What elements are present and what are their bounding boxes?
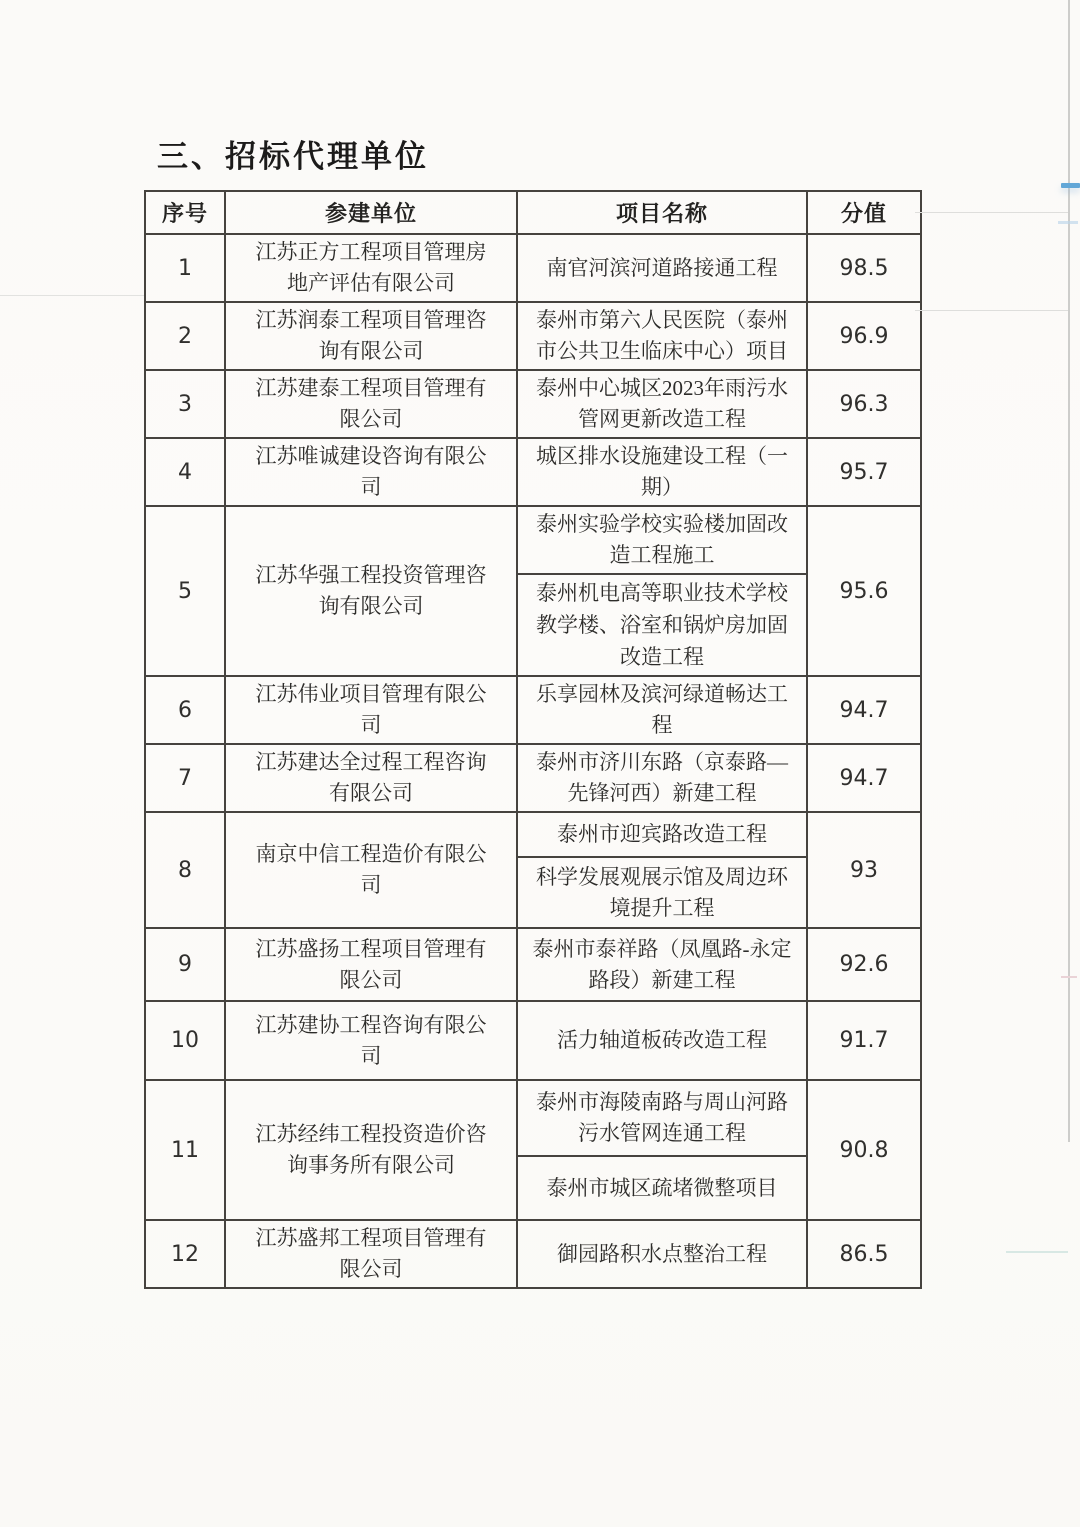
scan-edge-line	[1068, 0, 1070, 1142]
cell-project: 泰州中心城区2023年雨污水管网更新改造工程	[517, 370, 807, 438]
cell-serial: 12	[145, 1220, 225, 1288]
table-row	[145, 438, 921, 506]
cell-score: 92.6	[807, 928, 921, 1001]
scan-pink-mark	[1061, 976, 1077, 978]
table-row	[145, 676, 921, 744]
header-project: 项目名称	[517, 191, 807, 234]
scan-artifact-line	[915, 212, 1068, 213]
table-row	[145, 1220, 921, 1288]
cell-project: 泰州市城区疏堵微整项目	[517, 1156, 807, 1220]
cell-serial: 11	[145, 1080, 225, 1220]
cell-serial: 1	[145, 234, 225, 302]
table-row	[145, 506, 921, 574]
cell-unit: 江苏建协工程咨询有限公司	[225, 1001, 517, 1080]
cell-unit: 江苏伟业项目管理有限公司	[225, 676, 517, 744]
table-row	[145, 744, 921, 812]
cell-project: 活力轴道板砖改造工程	[517, 1001, 807, 1080]
cell-serial: 7	[145, 744, 225, 812]
cell-score: 91.7	[807, 1001, 921, 1080]
scan-artifact-line	[0, 295, 144, 296]
scan-teal-mark	[1006, 1251, 1068, 1253]
cell-project: 乐享园林及滨河绿道畅达工程	[517, 676, 807, 744]
table-header-row	[145, 191, 921, 234]
cell-serial: 8	[145, 812, 225, 928]
cell-project: 泰州市济川东路（京泰路—先锋河西）新建工程	[517, 744, 807, 812]
cell-project: 泰州实验学校实验楼加固改造工程施工	[517, 506, 807, 574]
cell-project: 泰州市海陵南路与周山河路污水管网连通工程	[517, 1080, 807, 1156]
agency-score-table	[144, 190, 922, 1289]
cell-serial: 6	[145, 676, 225, 744]
header-unit: 参建单位	[225, 191, 517, 234]
cell-serial: 3	[145, 370, 225, 438]
table-row	[145, 1080, 921, 1156]
cell-serial: 4	[145, 438, 225, 506]
cell-unit: 江苏经纬工程投资造价咨询事务所有限公司	[225, 1080, 517, 1220]
cell-project: 御园路积水点整治工程	[517, 1220, 807, 1288]
table-row	[145, 370, 921, 438]
cell-project: 科学发展观展示馆及周边环境提升工程	[517, 857, 807, 928]
header-score: 分值	[807, 191, 921, 234]
table-row	[145, 928, 921, 1001]
cell-unit: 江苏建达全过程工程咨询有限公司	[225, 744, 517, 812]
cell-unit: 江苏盛邦工程项目管理有限公司	[225, 1220, 517, 1288]
cell-unit: 江苏润泰工程项目管理咨询有限公司	[225, 302, 517, 370]
cell-project: 泰州市第六人民医院（泰州市公共卫生临床中心）项目	[517, 302, 807, 370]
cell-score: 96.3	[807, 370, 921, 438]
cell-serial: 9	[145, 928, 225, 1001]
cell-unit: 江苏盛扬工程项目管理有限公司	[225, 928, 517, 1001]
cell-unit: 江苏正方工程项目管理房地产评估有限公司	[225, 234, 517, 302]
scan-artifact-line	[915, 310, 1068, 311]
cell-score: 96.9	[807, 302, 921, 370]
cell-project: 南官河滨河道路接通工程	[517, 234, 807, 302]
cell-score: 95.7	[807, 438, 921, 506]
cell-project: 城区排水设施建设工程（一期）	[517, 438, 807, 506]
cell-unit: 江苏唯诚建设咨询有限公司	[225, 438, 517, 506]
cell-serial: 2	[145, 302, 225, 370]
cell-project: 泰州市迎宾路改造工程	[517, 812, 807, 857]
cell-score: 94.7	[807, 744, 921, 812]
cell-score: 86.5	[807, 1220, 921, 1288]
cell-serial: 5	[145, 506, 225, 676]
cell-score: 95.6	[807, 506, 921, 676]
table-row	[145, 812, 921, 857]
section-title: 三、招标代理单位	[157, 139, 429, 174]
header-serial: 序号	[145, 191, 225, 234]
cell-unit: 江苏建泰工程项目管理有限公司	[225, 370, 517, 438]
cell-unit: 南京中信工程造价有限公司	[225, 812, 517, 928]
cell-serial: 10	[145, 1001, 225, 1080]
cell-score: 94.7	[807, 676, 921, 744]
cell-project: 泰州机电高等职业技术学校教学楼、浴室和锅炉房加固改造工程	[517, 574, 807, 676]
scan-blue-smudge	[1058, 221, 1078, 224]
cell-unit: 江苏华强工程投资管理咨询有限公司	[225, 506, 517, 676]
cell-score: 90.8	[807, 1080, 921, 1220]
table-row	[145, 234, 921, 302]
cell-score: 93	[807, 812, 921, 928]
scan-blue-mark	[1061, 183, 1080, 188]
cell-project: 泰州市泰祥路（凤凰路-永定路段）新建工程	[517, 928, 807, 1001]
table-row	[145, 302, 921, 370]
table-row	[145, 1001, 921, 1080]
cell-score: 98.5	[807, 234, 921, 302]
